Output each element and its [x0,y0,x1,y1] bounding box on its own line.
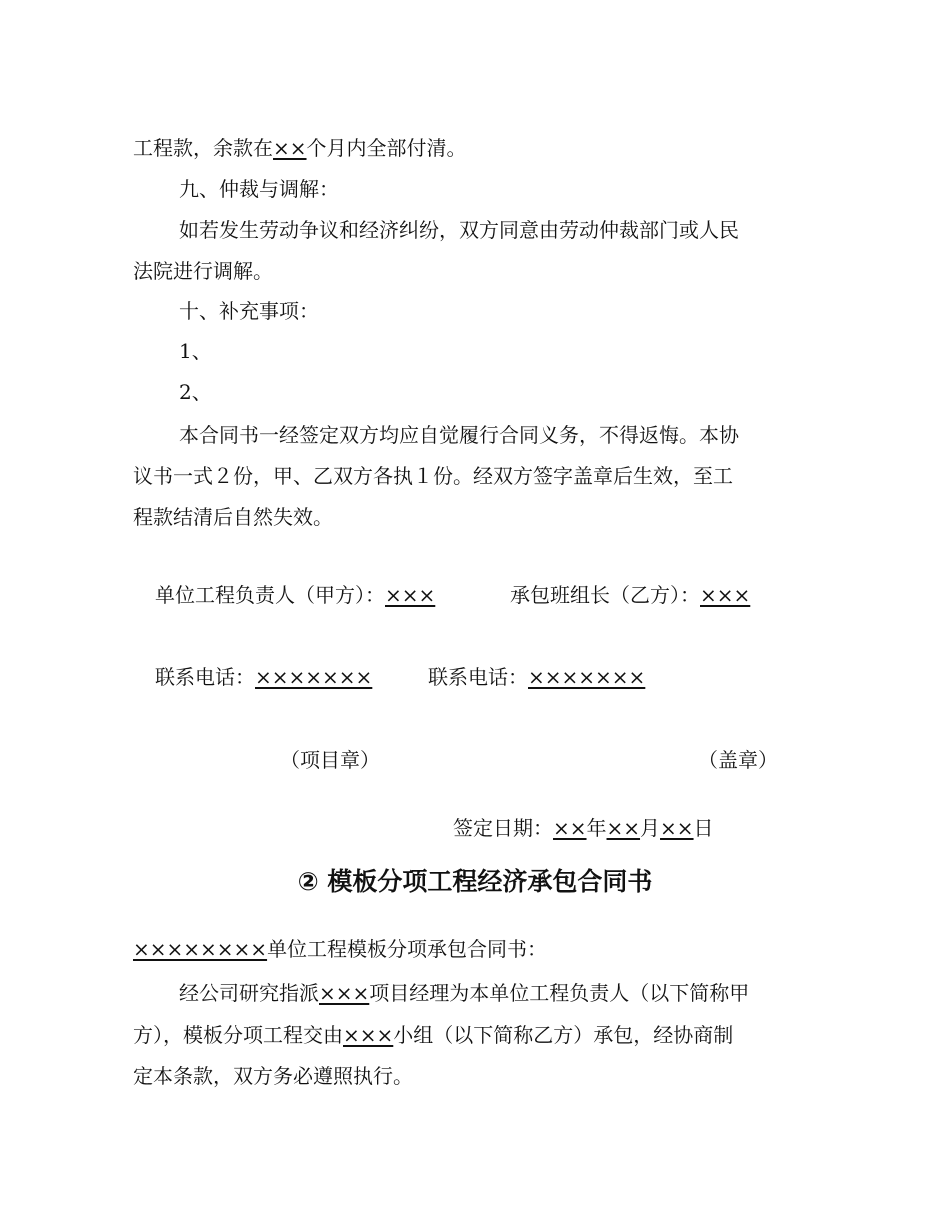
section-10-title: 十、补充事项： [179,299,319,323]
project-name-placeholder: ×××××××× [133,937,268,961]
date-month: ×× [606,816,641,840]
date-day: ×× [660,816,694,840]
closing-text-1: 本合同书一经签定双方均应自觉履行合同义务，不得返悔。本协 [179,423,739,447]
team-name-placeholder: ××× [343,1023,394,1047]
section-9-text-1: 如若发生劳动争议和经济纠纷，双方同意由劳动仲裁部门或人民 [179,218,739,242]
closing-text-2: 议书一式２份，甲、乙双方各执１份。经双方签字盖章后生效，至工 [133,464,733,488]
project-seal: （项目章） [280,748,380,772]
intro-text-2: 方），模板分项工程交由×××小组（以下简称乙方）承包，经协商制 [133,1023,734,1047]
intro-text-3: 定本条款，双方务必遵照执行。 [133,1064,413,1088]
company-seal: （盖章） [698,748,778,772]
party-b-phone: 联系电话：××××××× [428,665,646,689]
party-a-phone: 联系电话：××××××× [155,665,373,689]
sign-date: 签定日期：××年××月××日 [453,816,714,840]
payment-line: 工程款，余款在××个月内全部付清。 [133,136,467,160]
section-2-subtitle: ××××××××单位工程模板分项承包合同书： [133,937,548,961]
section-9-title: 九、仲裁与调解： [179,177,339,201]
section-9-text-2: 法院进行调解。 [133,259,273,283]
party-b-name: ××× [700,583,751,607]
section-2-title: ② 模板分项工程经济承包合同书 [297,867,653,896]
party-a-name: ××× [385,583,436,607]
date-year: ×× [553,816,587,840]
party-a-signature: 单位工程负责人（甲方）：××× [155,583,436,607]
party-b-phone-value: ××××××× [528,665,646,689]
party-a-phone-value: ××××××× [255,665,373,689]
closing-text-3: 程款结清后自然失效。 [133,505,333,529]
intro-text-1: 经公司研究指派×××项目经理为本单位工程负责人（以下简称甲 [179,981,750,1005]
party-b-signature: 承包班组长（乙方）：××× [510,583,751,607]
months-placeholder: ×× [273,136,307,160]
section-10-item-1: 1、 [179,339,212,363]
section-10-item-2: 2、 [179,380,212,404]
manager-name-placeholder: ××× [319,981,370,1005]
